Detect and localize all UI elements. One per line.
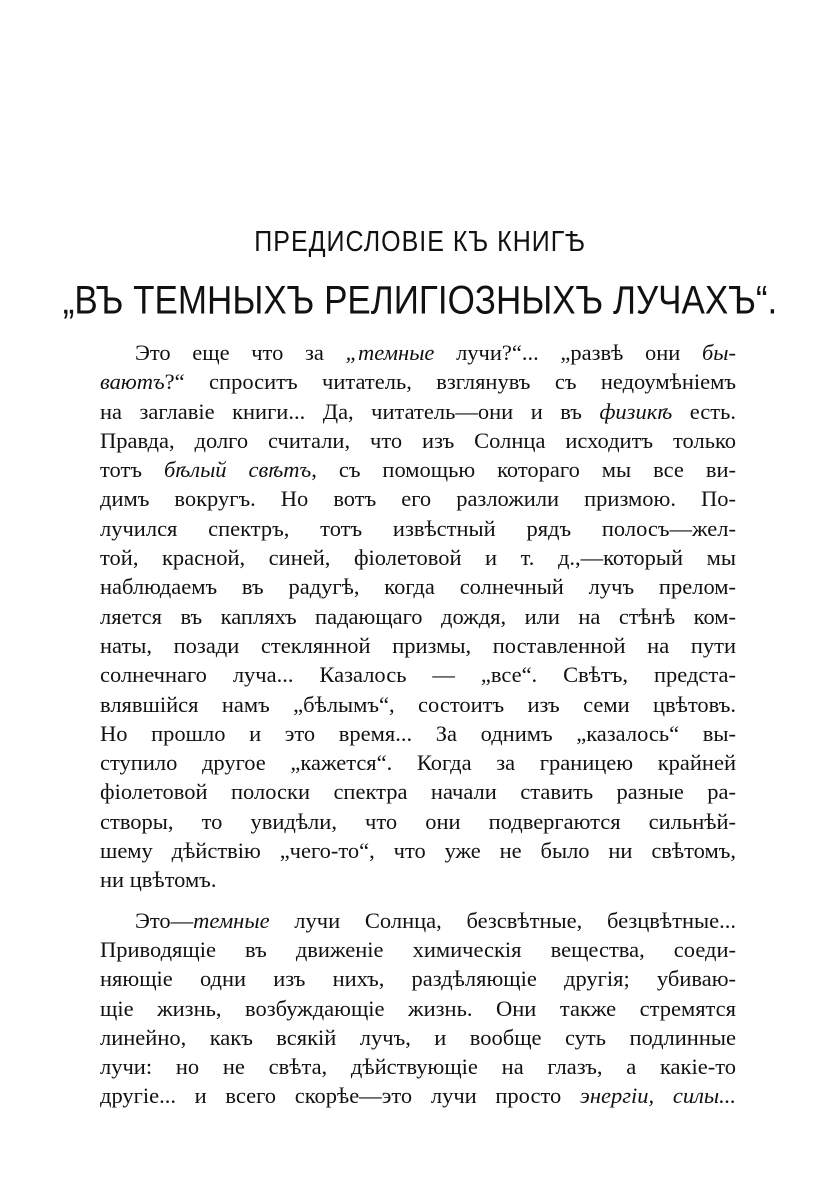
text-line: лучи: но не свѣта, дѣйствующіе на глазъ, а какіе-то (100, 1054, 736, 1080)
text-line: Приводящіе въ движеніе химическія вещества, соеди- (100, 936, 736, 962)
text-line: наблюдаемъ въ радугѣ, когда солнечный лучъ прелом- (100, 574, 736, 600)
paragraph-gap (100, 895, 736, 906)
text-line: влявшійся намъ „бѣлымъ“, состоитъ изъ семи цвѣтовъ. (100, 691, 736, 717)
book-title-heading: „ВЪ ТЕМНЫХЪ РЕЛИГІОЗНЫХЪ ЛУЧАХЪ“. (62, 278, 778, 323)
body-text (100, 338, 736, 1111)
paragraph-1 (100, 338, 736, 895)
text-line: ляется въ капляхъ падающаго дождя, или на стѣнѣ ком- (100, 603, 736, 629)
text-line: Это—темные лучи Солнца, безсвѣтные, безцвѣтные... (135, 907, 736, 933)
text-line: Но прошло и это время... За однимъ „казалось“ вы- (100, 720, 736, 746)
preface-heading: ПРЕДИСЛОВІЕ КЪ КНИГѢ (254, 225, 586, 259)
text-line: димъ вокругъ. Но вотъ его разложили призмою. По- (100, 486, 736, 512)
paragraph-2 (100, 906, 736, 1111)
text-line: Это еще что за „темные лучи?“... „развѣ они бы- (135, 340, 736, 365)
text-line: линейно, какъ всякій лучъ, и вообще суть подлинные (100, 1024, 736, 1050)
text-line: фіолетовой полоски спектра начали ставить разные ра- (100, 779, 736, 805)
text-line: ваютъ?“ спроситъ читатель, взглянувъ съ недоумѣніемъ (100, 369, 736, 395)
text-line: той, красной, синей, фіолетовой и т. д.,—который мы (100, 545, 736, 571)
text-line: другіе... и всего скорѣе—это лучи просто энергіи, силы... (100, 1083, 736, 1109)
text-line: солнечнаго луча... Казалось — „все“. Свѣтъ, предста- (100, 662, 736, 688)
text-line: створы, то увидѣли, что они подвергаются сильнѣй- (100, 808, 736, 834)
text-line: щіе жизнь, возбуждающіе жизнь. Они также стремятся (100, 995, 736, 1021)
text-line: лучился спектръ, тотъ извѣстный рядъ полосъ—жел- (100, 515, 736, 541)
text-line: тотъ бѣлый свѣтъ, съ помощью котораго мы все ви- (100, 457, 736, 483)
text-line: на заглавіе книги... Да, читатель—они и въ физикѣ есть. (100, 398, 736, 424)
text-line: шему дѣйствію „чего-то“, что уже не было ни свѣтомъ, (100, 838, 736, 864)
text-line: наты, позади стеклянной призмы, поставленной на пути (100, 632, 736, 658)
text-line: няющіе одни изъ нихъ, раздѣляющіе другія; убиваю- (100, 966, 736, 992)
text-line: Правда, долго считали, что изъ Солнца исходитъ только (100, 427, 736, 453)
text-line: ступило другое „кажется“. Когда за границею крайней (100, 750, 736, 776)
text-line: ни цвѣтомъ. (100, 867, 217, 893)
